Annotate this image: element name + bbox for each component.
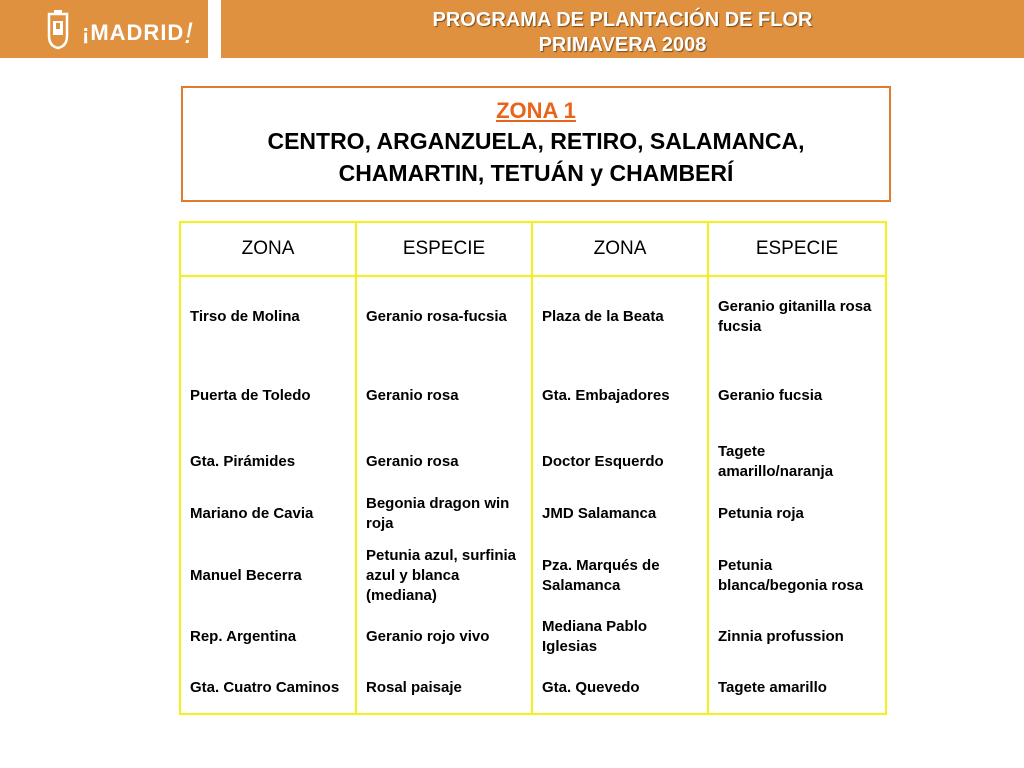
cell-especie: Zinnia profussion [708, 612, 886, 662]
table-row [180, 436, 886, 488]
cell-zona: Manuel Becerra [180, 540, 356, 612]
zone-box [181, 86, 891, 202]
cell-especie: Rosal paisaje [356, 662, 532, 714]
table-row [180, 488, 886, 540]
cell-especie: Petunia roja [708, 488, 886, 540]
cell-especie: Geranio rojo vivo [356, 612, 532, 662]
cell-especie: Tagete amarillo/naranja [708, 436, 886, 488]
logo-word: MADRID [90, 20, 185, 45]
logo-suffix: ! [184, 17, 194, 50]
cell-zona: Mediana Pablo Iglesias [532, 612, 708, 662]
logo-prefix: ¡ [82, 20, 91, 45]
cell-especie: Begonia dragon win roja [356, 488, 532, 540]
header-especie-1: ESPECIE [356, 222, 532, 276]
table-row [180, 276, 886, 356]
cell-especie: Geranio rosa-fucsia [356, 276, 532, 356]
cell-zona: Tirso de Molina [180, 276, 356, 356]
cell-zona: Gta. Quevedo [532, 662, 708, 714]
zone-districts-line2: CHAMARTIN, TETUÁN y CHAMBERÍ [338, 160, 734, 186]
cell-especie: Geranio fucsia [708, 356, 886, 436]
cell-especie: Geranio rosa [356, 436, 532, 488]
coat-of-arms-icon [45, 10, 71, 50]
cell-zona: Mariano de Cavia [180, 488, 356, 540]
title-bar [221, 0, 1024, 58]
cell-especie: Petunia azul, surfinia azul y blanca (mediana) [356, 540, 532, 612]
header-zona-1: ZONA [180, 222, 356, 276]
page-title-line1: PROGRAMA DE PLANTACIÓN DE FLOR [432, 9, 813, 31]
table-row [180, 540, 886, 612]
page-title-line2: PRIMAVERA 2008 [538, 34, 707, 56]
cell-zona: Gta. Cuatro Caminos [180, 662, 356, 714]
table-row [180, 662, 886, 714]
cell-zona: Gta. Embajadores [532, 356, 708, 436]
cell-zona: Rep. Argentina [180, 612, 356, 662]
header-zona-2: ZONA [532, 222, 708, 276]
cell-especie: Geranio rosa [356, 356, 532, 436]
cell-zona: Pza. Marqués de Salamanca [532, 540, 708, 612]
zone-districts-line1: CENTRO, ARGANZUELA, RETIRO, SALAMANCA, [267, 128, 805, 154]
cell-zona: JMD Salamanca [532, 488, 708, 540]
cell-zona: Gta. Pirámides [180, 436, 356, 488]
cell-especie: Tagete amarillo [708, 662, 886, 714]
table-row [180, 612, 886, 662]
header-especie-2: ESPECIE [708, 222, 886, 276]
zone-heading: ZONA 1 [496, 98, 576, 123]
cell-zona: Doctor Esquerdo [532, 436, 708, 488]
table-row [180, 356, 886, 436]
madrid-logo-text [82, 14, 194, 48]
cell-zona: Puerta de Toledo [180, 356, 356, 436]
table-header-row [180, 222, 886, 276]
planting-table [179, 221, 887, 715]
cell-zona: Plaza de la Beata [532, 276, 708, 356]
cell-especie: Geranio gitanilla rosa fucsia [708, 276, 886, 356]
cell-especie: Petunia blanca/begonia rosa [708, 540, 886, 612]
madrid-logo [0, 0, 208, 58]
